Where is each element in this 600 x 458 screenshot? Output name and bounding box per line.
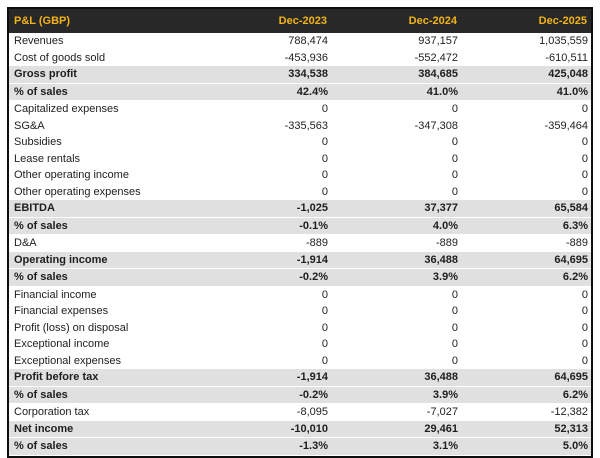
- cell-value: 0: [331, 167, 461, 184]
- cell-value: 6.2%: [461, 386, 591, 404]
- row-label: D&A: [9, 235, 201, 252]
- row-label: Profit before tax: [9, 369, 201, 386]
- cell-value: 6.2%: [461, 269, 591, 287]
- cell-value: -889: [461, 235, 591, 252]
- cell-value: 29,461: [331, 421, 461, 438]
- cell-value: 0: [201, 134, 331, 151]
- cell-value: 0: [201, 101, 331, 118]
- cell-value: -552,472: [331, 50, 461, 67]
- row-label: Exceptional expenses: [9, 353, 201, 370]
- cell-value: 5.0%: [461, 438, 591, 456]
- cell-value: -359,464: [461, 118, 591, 135]
- cell-value: 64,695: [461, 369, 591, 386]
- row-label: Exceptional income: [9, 336, 201, 353]
- cell-value: -0.2%: [201, 269, 331, 287]
- cell-value: -8,095: [201, 404, 331, 421]
- row-label: Subsidies: [9, 134, 201, 151]
- cell-value: 36,488: [331, 369, 461, 386]
- table-row-operating-income: [9, 252, 591, 269]
- cell-value: 0: [201, 184, 331, 201]
- cell-value: 0: [461, 303, 591, 320]
- cell-value: 0: [461, 353, 591, 370]
- cell-value: 0: [331, 101, 461, 118]
- cell-value: 0: [201, 151, 331, 168]
- cell-value: 334,538: [201, 66, 331, 83]
- cell-value: 0: [201, 336, 331, 353]
- cell-value: 4.0%: [331, 217, 461, 235]
- cell-value: 0: [201, 167, 331, 184]
- cell-value: 3.9%: [331, 386, 461, 404]
- column-header-dec-2023: Dec-2023: [201, 9, 331, 33]
- cell-value: 0: [201, 286, 331, 303]
- table-row-operating-income-pct: [9, 269, 591, 287]
- cell-value: 425,048: [461, 66, 591, 83]
- cell-value: 788,474: [201, 33, 331, 50]
- table-row-da: [9, 235, 591, 252]
- table-row-sga: [9, 118, 591, 135]
- pnl-table: [7, 7, 593, 458]
- table-row-ebitda-pct: [9, 217, 591, 235]
- row-label: Gross profit: [9, 66, 201, 83]
- column-header-dec-2025: Dec-2025: [461, 9, 591, 33]
- row-label: Other operating income: [9, 167, 201, 184]
- row-label: % of sales: [9, 83, 201, 101]
- cell-value: 37,377: [331, 200, 461, 217]
- row-label: Financial income: [9, 286, 201, 303]
- cell-value: -10,010: [201, 421, 331, 438]
- cell-value: -1.3%: [201, 438, 331, 456]
- cell-value: 0: [201, 353, 331, 370]
- table-row-exceptional-income: [9, 336, 591, 353]
- table-row-corporation-tax: [9, 404, 591, 421]
- table-row-financial-income: [9, 286, 591, 303]
- row-label: Operating income: [9, 252, 201, 269]
- cell-value: 0: [331, 151, 461, 168]
- table-row-revenues: [9, 33, 591, 50]
- cell-value: 0: [461, 134, 591, 151]
- cell-value: 0: [201, 303, 331, 320]
- cell-value: -0.2%: [201, 386, 331, 404]
- cell-value: 384,685: [331, 66, 461, 83]
- cell-value: 0: [461, 336, 591, 353]
- cell-value: 1,035,559: [461, 33, 591, 50]
- cell-value: 3.1%: [331, 438, 461, 456]
- table-row-lease-rentals: [9, 151, 591, 168]
- cell-value: 0: [331, 320, 461, 337]
- table-row-net-income-pct: [9, 438, 591, 456]
- table-row-profit-before-tax-pct: [9, 386, 591, 404]
- cell-value: 42.4%: [201, 83, 331, 101]
- cell-value: 41.0%: [461, 83, 591, 101]
- table-row-ebitda: [9, 200, 591, 217]
- row-label: Other operating expenses: [9, 184, 201, 201]
- cell-value: -0.1%: [201, 217, 331, 235]
- cell-value: 6.3%: [461, 217, 591, 235]
- row-label: Corporation tax: [9, 404, 201, 421]
- cell-value: 64,695: [461, 252, 591, 269]
- cell-value: 0: [461, 101, 591, 118]
- cell-value: 0: [331, 286, 461, 303]
- cell-value: 0: [461, 286, 591, 303]
- cell-value: 52,313: [461, 421, 591, 438]
- row-label: % of sales: [9, 386, 201, 404]
- row-label: Cost of goods sold: [9, 50, 201, 67]
- table-row-subsidies: [9, 134, 591, 151]
- row-label: Net income: [9, 421, 201, 438]
- cell-value: 0: [201, 320, 331, 337]
- row-label: Lease rentals: [9, 151, 201, 168]
- cell-value: 0: [461, 167, 591, 184]
- table-row-cogs: [9, 50, 591, 67]
- table-row-capitalized-expenses: [9, 101, 591, 118]
- table-header-row: [9, 9, 591, 33]
- row-label: EBITDA: [9, 200, 201, 217]
- row-label: % of sales: [9, 438, 201, 456]
- cell-value: 0: [461, 151, 591, 168]
- pnl-table-grid: [9, 9, 591, 456]
- table-row-gross-profit: [9, 66, 591, 83]
- table-row-profit-loss-on-disposal: [9, 320, 591, 337]
- cell-value: 3.9%: [331, 269, 461, 287]
- cell-value: 0: [331, 184, 461, 201]
- cell-value: 0: [331, 336, 461, 353]
- row-label: SG&A: [9, 118, 201, 135]
- column-header-dec-2024: Dec-2024: [331, 9, 461, 33]
- cell-value: -1,914: [201, 252, 331, 269]
- cell-value: 0: [461, 320, 591, 337]
- cell-value: -1,914: [201, 369, 331, 386]
- row-label: Capitalized expenses: [9, 101, 201, 118]
- table-title: P&L (GBP): [9, 9, 201, 33]
- table-row-other-operating-expenses: [9, 184, 591, 201]
- cell-value: -335,563: [201, 118, 331, 135]
- cell-value: 36,488: [331, 252, 461, 269]
- cell-value: -1,025: [201, 200, 331, 217]
- cell-value: 65,584: [461, 200, 591, 217]
- cell-value: 0: [331, 303, 461, 320]
- cell-value: -889: [331, 235, 461, 252]
- cell-value: -610,511: [461, 50, 591, 67]
- cell-value: -347,308: [331, 118, 461, 135]
- cell-value: 0: [331, 134, 461, 151]
- row-label: % of sales: [9, 269, 201, 287]
- cell-value: -889: [201, 235, 331, 252]
- row-label: % of sales: [9, 217, 201, 235]
- cell-value: -12,382: [461, 404, 591, 421]
- table-row-gross-profit-pct: [9, 83, 591, 101]
- row-label: Profit (loss) on disposal: [9, 320, 201, 337]
- cell-value: -453,936: [201, 50, 331, 67]
- cell-value: 937,157: [331, 33, 461, 50]
- cell-value: -7,027: [331, 404, 461, 421]
- table-row-net-income: [9, 421, 591, 438]
- row-label: Revenues: [9, 33, 201, 50]
- row-label: Financial expenses: [9, 303, 201, 320]
- cell-value: 0: [331, 353, 461, 370]
- table-row-financial-expenses: [9, 303, 591, 320]
- table-row-exceptional-expenses: [9, 353, 591, 370]
- cell-value: 41.0%: [331, 83, 461, 101]
- cell-value: 0: [461, 184, 591, 201]
- table-row-profit-before-tax: [9, 369, 591, 386]
- table-row-other-operating-income: [9, 167, 591, 184]
